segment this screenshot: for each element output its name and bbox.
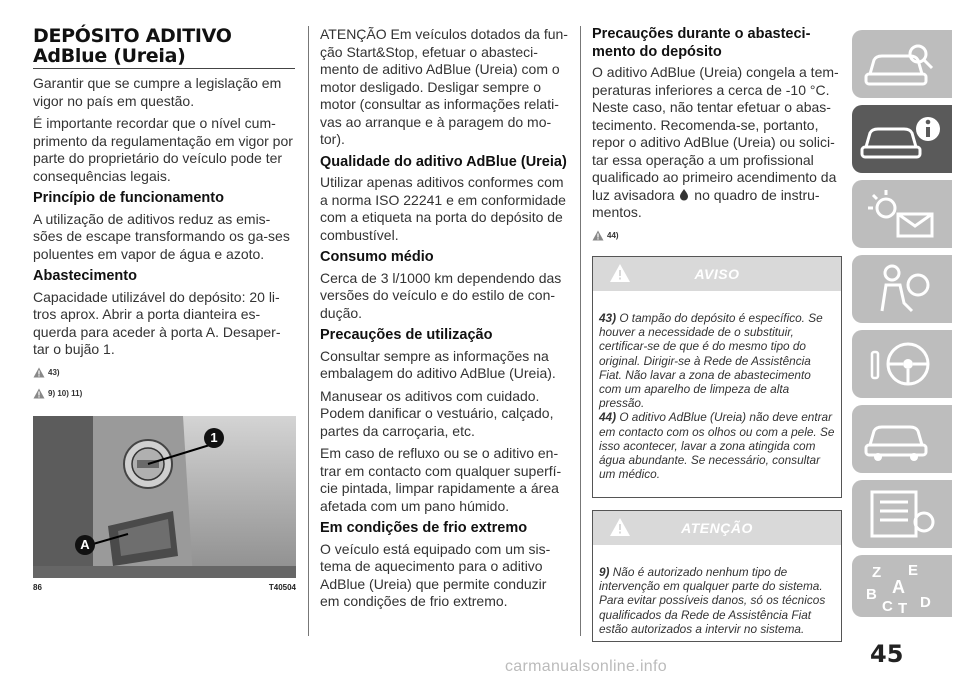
paragraph-usage-3: Em caso de refluxo ou se o aditivo en-trar em contacto com qualquer superfí-cie pintada, limpar rapidamente a área afetada com um pano húmido. <box>320 445 562 514</box>
warning-triangle-icon <box>592 230 604 241</box>
heading-consumption: Consumo médio <box>320 249 434 265</box>
photo-code: T40504 <box>268 583 296 592</box>
svg-text:Z: Z <box>872 564 882 581</box>
tab-index[interactable] <box>852 555 952 617</box>
aviso-text-43: O tampão do depósito é específico. Se houver a necessidade de o substituir, certificar-se de que é do mesmo tipo do original. Dirigir-se à Rede de Assistência Fiat. Não lavar a zona de abastecimento com um aparelho de limpeza de alta pressão. <box>599 311 823 411</box>
paragraph-legislation: Garantir que se cumpre a legislação em vigor no país em questão. <box>33 75 282 109</box>
caution-triangle-icon <box>33 388 45 399</box>
heading-extreme-cold: Em condições de frio extremo <box>320 520 528 536</box>
index-az-icon <box>852 555 952 617</box>
page-number: 45 <box>870 640 904 668</box>
paragraph-quality: Utilizar apenas aditivos conformes com a norma ISO 22241 e em conformidade com a etiqueta na porta do depósito de combustível. <box>320 174 566 243</box>
tab-car-info[interactable] <box>852 105 952 173</box>
ref-warning-44[interactable] <box>592 227 840 245</box>
atencao-header <box>593 511 841 545</box>
svg-text:E: E <box>908 562 919 579</box>
section-title-line1: DEPÓSITO ADITIVO <box>33 25 232 47</box>
airbag-seat-icon <box>852 255 952 323</box>
ref-notes-9-11-label: 9) 10) 11) <box>48 389 83 398</box>
ref-notes-9-11[interactable] <box>33 385 295 403</box>
photo-callout-1: 1 <box>204 428 224 448</box>
heading-quality: Qualidade do aditivo AdBlue (Ureia) <box>320 153 567 170</box>
column-1 <box>33 26 295 407</box>
paragraph-refill-precautions <box>592 64 840 222</box>
paragraph-refuelling: Capacidade utilizável do depósito: 20 li-tros aprox. Abrir a porta dianteira es-querda para aceder à porta A. Desaper-tar o bujão 1. <box>33 288 281 357</box>
svg-text:B: B <box>866 586 877 603</box>
aviso-number-43: 43) <box>599 311 617 325</box>
ref-warning-44-label: 44) <box>607 230 619 240</box>
paragraph-consumption: Cerca de 3 l/1000 km dependendo das versões do veículo e do estilo de con-dução. <box>320 269 562 321</box>
atencao-text-9: Não é autorizado nenhum tipo de intervenção em qualquer parte do sistema. Para evitar possíveis danos, só os técnicos qualificados da Rede de Assistência Fiat estão autorizados a intervir no sistema. <box>599 565 826 636</box>
tab-warning-lights[interactable] <box>852 180 952 248</box>
title-underline <box>33 68 295 69</box>
svg-text:T: T <box>898 600 908 617</box>
refill-text-a: O aditivo AdBlue (Ureia) congela a tem-peraturas inferiores a cerca de -10 °C. Neste caso, não tentar efetuar o abas-tecimento. Recomenda-se, portanto, repor o aditivo AdBlue (Ureia) ou solici-tar essa operação a um profissional qualificado ao primeiro acendimento da luz avisadora <box>592 64 839 203</box>
chapter-tabs <box>852 30 952 617</box>
atencao-item-9 <box>599 565 835 636</box>
refill-text-b: no quadro de instru-mentos. <box>592 186 820 220</box>
warning-lights-icon <box>852 180 952 248</box>
tab-steering-wheel[interactable] <box>852 330 952 398</box>
filler-door-illustration <box>33 416 296 578</box>
heading-refuelling: Abastecimento <box>33 268 137 284</box>
car-search-icon <box>852 30 952 98</box>
column-3 <box>592 26 840 248</box>
heading-principle: Princípio de funcionamento <box>33 190 224 206</box>
atencao-title: ATENÇÃO <box>681 520 753 536</box>
paragraph-usage-1: Consultar sempre as informações na embalagem do aditivo AdBlue (Ureia). <box>320 347 556 381</box>
ref-warning-43[interactable] <box>33 364 295 382</box>
adblue-filler-photo <box>33 416 296 578</box>
adblue-warning-light-icon <box>678 188 690 201</box>
aviso-header <box>593 257 841 291</box>
ref-warning-43-label: 43) <box>48 367 60 377</box>
watermark: carmanualsonline.info <box>505 658 667 675</box>
section-title-line2: AdBlue (Ureia) <box>33 45 186 67</box>
column-divider-1 <box>308 26 309 636</box>
aviso-item-44 <box>599 410 835 481</box>
tab-car-search[interactable] <box>852 30 952 98</box>
heading-refill-precautions: Precauções durante o abasteci-mento do depósito <box>592 26 811 60</box>
column-2 <box>320 26 568 616</box>
paragraph-startstop: ATENÇÃO Em veículos dotados da fun-ção Start&Stop, efetuar o abasteci-mento de aditivo AdBlue (Ureia) com o motor desligado. Desligar sempre o motor (consultar as informações relati-vas ao arranque e à paragem do mo-tor). <box>320 26 568 147</box>
car-info-icon <box>852 105 952 173</box>
svg-text:D: D <box>920 594 931 611</box>
page-number-left: 86 <box>33 583 42 592</box>
paragraph-principle: A utilização de aditivos reduz as emis-sões de escape transformando os ga-ses poluentes em vapor de água e azoto. <box>33 210 290 262</box>
aviso-item-43 <box>599 311 835 410</box>
car-service-icon <box>852 405 952 473</box>
photo-caption <box>33 583 296 592</box>
atencao-number-9: 9) <box>599 565 610 579</box>
photo-callout-a: A <box>75 535 95 555</box>
column-divider-2 <box>580 26 581 636</box>
aviso-title: AVISO <box>694 266 740 282</box>
tab-specs-list[interactable] <box>852 480 952 548</box>
steering-wheel-icon <box>852 330 952 398</box>
heading-usage-precautions: Precauções de utilização <box>320 327 493 343</box>
paragraph-extreme-cold: O veículo está equipado com um sis-tema de aquecimento para o aditivo AdBlue (Ureia) que permite conduzir em condições de frio extremo. <box>320 540 551 609</box>
svg-text:A: A <box>892 577 905 597</box>
atencao-body <box>593 545 841 642</box>
warning-triangle-icon <box>33 367 45 378</box>
paragraph-usage-2: Manusear os aditivos com cuidado. Podem danificar o vestuário, calçado, partes da carroçaria, etc. <box>320 387 554 439</box>
svg-text:C: C <box>882 598 893 615</box>
atencao-box <box>592 510 842 642</box>
tab-car-service[interactable] <box>852 405 952 473</box>
paragraph-compliance: É importante recordar que o nível cum-primento da regulamentação em vigor por parte do proprietário do veículo pode ter consequências legais. <box>33 115 293 184</box>
specs-list-icon <box>852 480 952 548</box>
tab-airbag-seat[interactable] <box>852 255 952 323</box>
aviso-box <box>592 256 842 498</box>
aviso-number-44: 44) <box>599 410 617 425</box>
aviso-text-44: O aditivo AdBlue (Ureia) não deve entrar em contacto com os olhos ou com a pele. Se isso acontecer, lavar a zona atingida com água abundante. Se necessário, consultar um médico. <box>599 410 835 482</box>
aviso-body <box>593 291 841 487</box>
